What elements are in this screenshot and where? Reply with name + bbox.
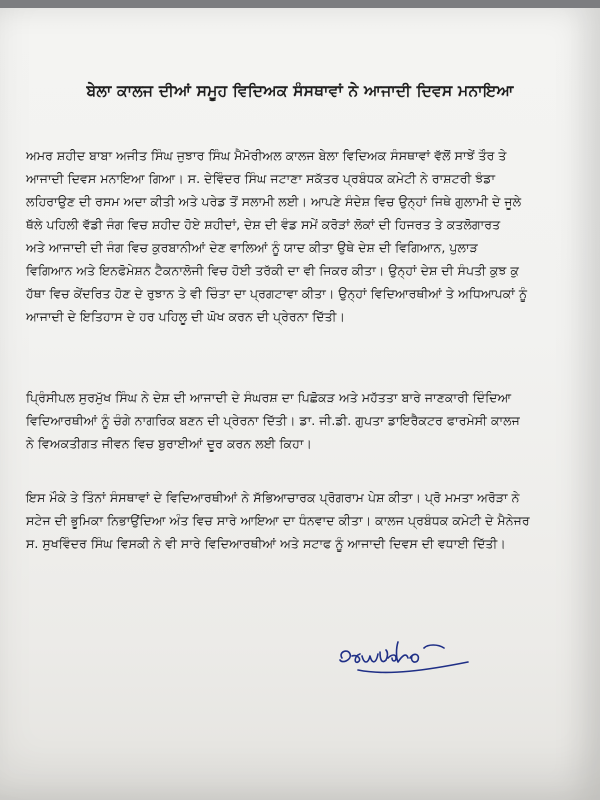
paragraph-line: ਲਹਿਰਾਉਣ ਦੀ ਰਸਮ ਅਦਾ ਕੀਤੀ ਅਤੇ ਪਰੇਡ ਤੋਂ ਸਲਾਮੀ ਲਈ। ਆਪਣੇ ਸੰਦੇਸ਼ ਵਿਚ ਉਨ੍ਹਾਂ ਜਿਥੇ ਗੁਲਾਮੀ ਦੇ ਜੂਲੇ — [26, 194, 522, 209]
background-strip — [0, 0, 600, 8]
paragraph-2 — [26, 386, 582, 455]
page-title: ਬੇਲਾ ਕਾਲਜ ਦੀਆਂ ਸਮੂਹ ਵਿਦਿਅਕ ਸੰਸਥਾਵਾਂ ਨੇ ਆਜਾਦੀ ਦਿਵਸ ਮਨਾਇਆ — [86, 82, 514, 100]
paragraph-line: ਨੇ ਵਿਅਕਤੀਗਤ ਜੀਵਨ ਵਿਚ ਬੁਰਾਈਆਂ ਦੂਰ ਕਰਨ ਲਈ ਕਿਹਾ। — [26, 436, 312, 451]
paragraph-line: ਸ. ਸੁਖਵਿੰਦਰ ਸਿੰਘ ਵਿਸਕੀ ਨੇ ਵੀ ਸਾਰੇ ਵਿਦਿਆਰਥੀਆਂ ਅਤੇ ਸਟਾਫ ਨੂੰ ਆਜਾਦੀ ਦਿਵਸ ਦੀ ਵਧਾਈ ਦਿੱਤੀ। — [26, 536, 506, 551]
paragraph-line: ਵਿਦਿਆਰਥੀਆਂ ਨੂੰ ਚੰਗੇ ਨਾਗਰਿਕ ਬਣਨ ਦੀ ਪ੍ਰੇਰਨਾ ਦਿੱਤੀ। ਡਾ. ਜੀ.ਡੀ. ਗੁਪਤਾ ਡਾਇਰੈਕਟਰ ਫਾਰਮੇਸੀ ਕਾਲਜ — [26, 413, 520, 428]
paragraph-line: ਆਜਾਦੀ ਦਿਵਸ ਮਨਾਇਆ ਗਿਆ। ਸ. ਦੇਵਿੰਦਰ ਸਿੰਘ ਜਟਾਣਾ ਸਕੱਤਰ ਪ੍ਰਬੰਧਕ ਕਮੇਟੀ ਨੇ ਰਾਸ਼ਟਰੀ ਝੰਡਾ — [26, 171, 496, 186]
paragraph-line: ਹੱਥਾ ਵਿਚ ਕੇਂਦਰਿਤ ਹੋਣ ਦੇ ਰੁਝਾਨ ਤੇ ਵੀ ਚਿੰਤਾ ਦਾ ਪ੍ਰਗਟਾਵਾ ਕੀਤਾ। ਉਨ੍ਹਾਂ ਵਿਦਿਆਰਥੀਆਂ ਤੇ ਅਧਿਆਪਕਾਂ ਨੂੰ — [26, 286, 528, 301]
paragraph-1 — [26, 144, 582, 328]
paragraph-line: ਥੱਲੇ ਪਹਿਲੀ ਵੱਡੀ ਜੰਗ ਵਿਚ ਸ਼ਹੀਦ ਹੋਏ ਸ਼ਹੀਦਾਂ, ਦੇਸ਼ ਦੀ ਵੰਡ ਸਮੇਂ ਕਰੋੜਾਂ ਲੋਕਾਂ ਦੀ ਹਿਜਰਤ ਤੇ ਕਤਲੋਗਾਰਤ — [26, 217, 501, 232]
paragraph-line: ਆਜਾਦੀ ਦੇ ਇਤਿਹਾਸ ਦੇ ਹਰ ਪਹਿਲੂ ਦੀ ਘੋਖ ਕਰਨ ਦੀ ਪ੍ਰੇਰਨਾ ਦਿੱਤੀ। — [26, 309, 345, 324]
paragraph-line: ਅਤੇ ਆਜਾਦੀ ਦੀ ਜੰਗ ਵਿਚ ਕੁਰਬਾਨੀਆਂ ਦੇਣ ਵਾਲਿਆਂ ਨੂੰ ਯਾਦ ਕੀਤਾ ਉਥੇ ਦੇਸ਼ ਦੀ ਵਿਗਿਆਨ, ਪੁਲਾੜ — [26, 240, 478, 255]
signature-stroke — [340, 642, 468, 672]
paragraph-line: ਸਟੇਜ ਦੀ ਭੂਮਿਕਾ ਨਿਭਾਉਂਦਿਆ ਅੰਤ ਵਿਚ ਸਾਰੇ ਆਇਆ ਦਾ ਧੰਨਵਾਦ ਕੀਤਾ। ਕਾਲਜ ਪ੍ਰਬੰਧਕ ਕਮੇਟੀ ਦੇ ਮੈਨੇਜਰ — [26, 513, 530, 528]
paragraph-line: ਇਸ ਮੌਕੇ ਤੇ ਤਿੰਨਾਂ ਸੰਸਥਾਵਾਂ ਦੇ ਵਿਦਿਆਰਥੀਆਂ ਨੇ ਸੱਭਿਆਚਾਰਕ ਪ੍ਰੋਗਰਾਮ ਪੇਸ਼ ਕੀਤਾ। ਪ੍ਰੋ ਮਮਤਾ ਅਰੋੜਾ ਨੇ — [26, 490, 520, 505]
paragraph-line: ਪ੍ਰਿੰਸੀਪਲ ਸੁਰਮੁੱਖ ਸਿੰਘ ਨੇ ਦੇਸ਼ ਦੀ ਆਜਾਦੀ ਦੇ ਸੰਘਰਸ਼ ਦਾ ਪਿਛੋਕੜ ਅਤੇ ਮਹੱਤਤਾ ਬਾਰੇ ਜਾਣਕਾਰੀ ਦਿੰਦਿਆ — [26, 390, 512, 405]
paragraph-3 — [26, 486, 582, 555]
paragraph-line: ਵਿਗਿਆਨ ਅਤੇ ਇਨਫੋਮੇਸ਼ਨ ਟੈਕਨਾਲੋਜੀ ਵਿਚ ਹੋਈ ਤਰੱਕੀ ਦਾ ਵੀ ਜਿਕਰ ਕੀਤਾ। ਉਨ੍ਹਾਂ ਦੇਸ਼ ਦੀ ਸੰਪਤੀ ਕੁਝ ਕੁ — [26, 263, 520, 278]
paragraph-line: ਅਮਰ ਸ਼ਹੀਦ ਬਾਬਾ ਅਜੀਤ ਸਿੰਘ ਜੁਝਾਰ ਸਿੰਘ ਮੈਮੋਰੀਅਲ ਕਾਲਜ ਬੇਲਾ ਵਿਦਿਅਕ ਸੰਸਥਾਵਾਂ ਵੱਲੋਂ ਸਾਝੇਂ ਤੌਰ ਤੇ — [26, 148, 507, 163]
document-page — [0, 8, 600, 800]
handwritten-signature — [328, 618, 478, 708]
